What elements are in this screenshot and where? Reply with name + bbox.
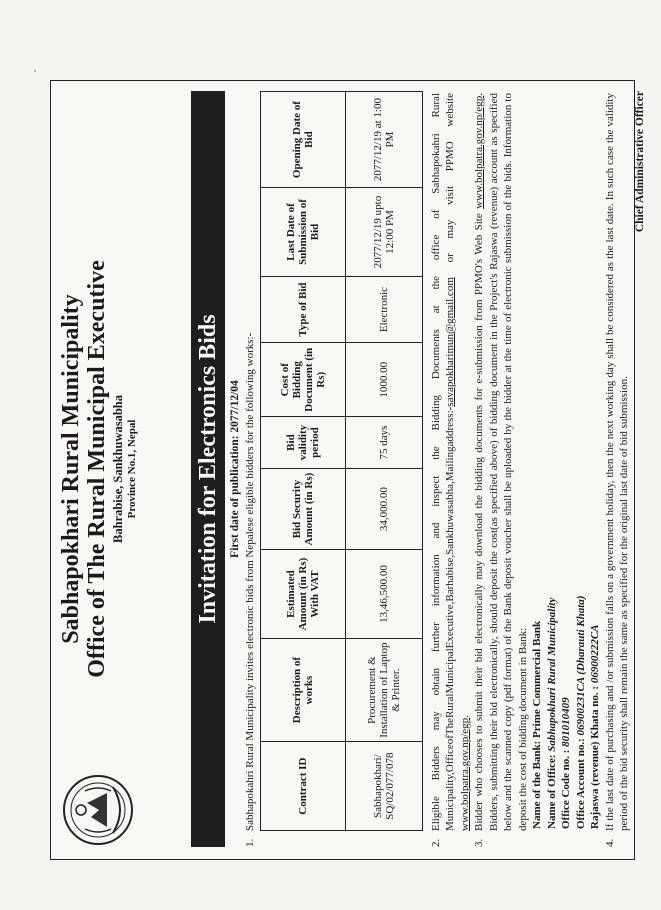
table-cell: Procurement & Installation of Laptop & Printer. xyxy=(345,638,422,741)
signature: Chief Administrative Officer xyxy=(633,91,646,233)
publication-date: First date of publication: 2077/12/04 xyxy=(229,380,241,558)
column-header: Estimated Amount (in Rs) With VAT xyxy=(260,550,345,639)
rajaswa-line xyxy=(588,91,603,829)
office-title: Office of The Rural Municipal Executive xyxy=(84,260,111,678)
column-header: Cost of Bidding Document (in Rs) xyxy=(260,343,345,417)
column-header: Bid Security Amount (in Rs) xyxy=(260,468,345,549)
item-number: 1. xyxy=(244,838,256,847)
office-name: Sabhapokhari Rural Municipality xyxy=(545,597,558,752)
province: Province No.1, Nepal xyxy=(126,419,139,519)
table-cell: 34,000.00 xyxy=(345,468,422,549)
table-cell: Electronic xyxy=(345,276,422,343)
item-3-text-b: . Bidders, submitting their bid electronically, should deposit the cost(as specified above) of bidding document in the Project's Rajaswa (revenue) account as specified below and the scanned copy (pdf format) of the Bank deposit voucher shall be uploaded by the bidder at the time of electronic submission of the bids. Information to deposit the cost of bidding document in Bank: xyxy=(473,93,529,831)
nepal-emblem-icon xyxy=(61,773,135,847)
item-2-text-b: or may visit PPMO website xyxy=(444,93,457,278)
bank-name-label: Name of the Bank: xyxy=(531,740,544,829)
table-cell: 2077/12/19 at 1:00 PM xyxy=(345,92,422,188)
column-header: Opening Date of Bid xyxy=(260,92,345,188)
municipality-title: Sabhapokhari Rural Municipality xyxy=(58,294,84,644)
item-text: Sabhapokahri Rural Municipality invites electronic bids from Nepalese eligible bidders for the following works:- xyxy=(244,332,256,831)
column-header: Contract ID xyxy=(260,742,345,831)
works-table xyxy=(260,91,423,831)
office-account: 06900231CA (Dharauti Khata) xyxy=(574,595,587,736)
bank-name-line xyxy=(530,91,545,829)
table-cell: 75 days xyxy=(345,417,422,469)
item-text xyxy=(429,93,473,831)
item-number: 3. xyxy=(473,838,486,847)
column-header: Bid validity period xyxy=(260,417,345,469)
item-number: 4. xyxy=(603,838,616,847)
notice-frame xyxy=(50,80,646,860)
item-4 xyxy=(603,91,632,847)
office-address: Bahrabise, Sankhuwasabha xyxy=(110,395,125,543)
column-header: Type of Bid xyxy=(260,276,345,343)
table-cell: 1000.00 xyxy=(345,343,422,417)
item-3 xyxy=(472,91,530,847)
office-name-line xyxy=(545,91,560,829)
rajaswa-account: 06900222CA xyxy=(589,624,602,684)
office-account-line xyxy=(574,91,589,829)
email-link[interactable]: savapokharimun@gmail.com xyxy=(444,277,457,407)
bank-name: Prime Commercial Bank xyxy=(531,620,544,738)
item-2 xyxy=(429,91,473,847)
notice-banner: Invitation for Electronics Bids xyxy=(191,91,225,847)
item-text: If the last date of purchasing and /or submission falls on a government holiday, then the next working day shall be considered as the last date. In such case the validity period of the bid security shall remain the same as specified for the original last date of bid submission. xyxy=(603,93,631,831)
item-number: 2. xyxy=(429,838,442,847)
office-name-label: Name of Office: xyxy=(545,754,558,829)
table-cell: 13,46,500.00 xyxy=(345,550,422,639)
column-header: Last Date of Submission of Bid xyxy=(260,188,345,277)
table-header-row xyxy=(260,92,345,831)
office-code-label: Office Code no. : xyxy=(560,749,573,829)
table-row xyxy=(345,92,422,831)
item-2-text-a: Eligible Bidders may obtain further information and inspect the Bidding Documents at the office of Sabhapokahri Rural Municipality,OfficeofTheRuralMunicipalExecutive,Barhabise,Sankhuwasabha,Mailingaddress:- xyxy=(429,93,457,831)
office-code-line xyxy=(559,91,574,829)
item-text xyxy=(472,93,530,831)
table-cell: 2077/12/19 upto 12:00 PM xyxy=(345,188,422,277)
ppmo-website-link[interactable]: www.bolpatra.gov.np/egp xyxy=(458,717,471,831)
table-cell: Sabhapokhari/ SQ/02/077/078 xyxy=(345,742,422,831)
column-header: Description of works xyxy=(260,638,345,741)
ppmo-website-link[interactable]: www.bolpatra.gov.np/egp xyxy=(473,95,486,209)
scan-speck xyxy=(34,70,36,72)
item-3-text-a: Bidder who chooses to submit their bid electronically may download the bidding documents for e-submission from PPMO's Web Site xyxy=(473,208,486,831)
office-code: 801010409 xyxy=(560,697,573,747)
office-account-label: Office Account no.: xyxy=(574,738,587,829)
notice-header xyxy=(59,91,187,847)
item-1 xyxy=(243,91,258,847)
rajaswa-label: Rajaswa (revenue) Khata no. : xyxy=(589,685,602,829)
item-2-text-c: . xyxy=(458,715,471,718)
